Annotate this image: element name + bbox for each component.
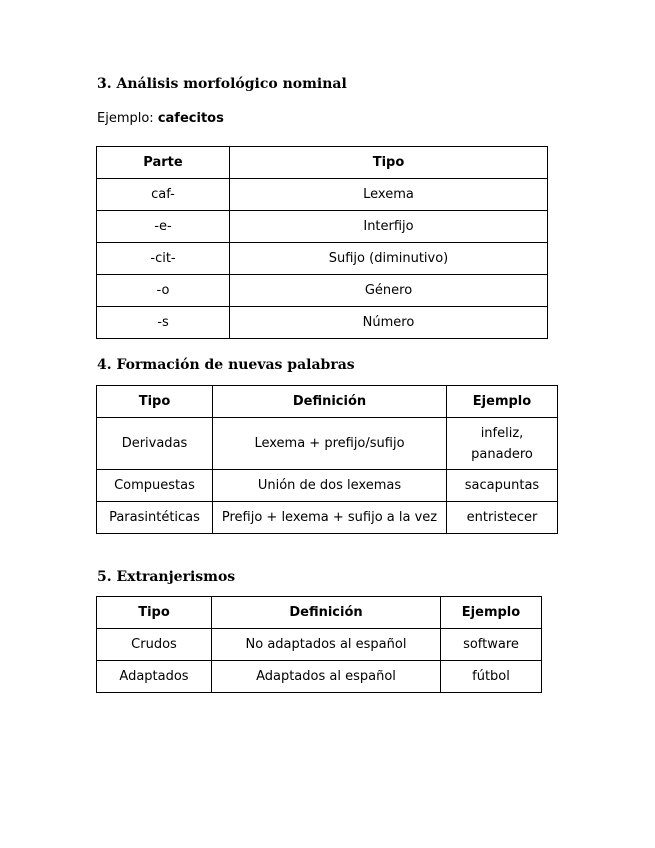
column-header-ejemplo: Ejemplo bbox=[447, 386, 558, 418]
table-cell: Lexema bbox=[230, 179, 548, 211]
table-cell: Crudos bbox=[97, 629, 212, 661]
foreign-words-table bbox=[96, 596, 542, 693]
section-heading-morphological-analysis: 3. Análisis morfológico nominal bbox=[97, 76, 347, 92]
column-header-tipo: Tipo bbox=[97, 597, 212, 629]
example-word: cafecitos bbox=[157, 111, 224, 126]
table-row bbox=[97, 275, 548, 307]
table-cell: Unión de dos lexemas bbox=[213, 470, 447, 502]
table-cell: caf- bbox=[97, 179, 230, 211]
section-heading-foreign-words: 5. Extranjerismos bbox=[97, 569, 236, 585]
example-line-1: infeliz, bbox=[480, 425, 524, 441]
table-row bbox=[97, 418, 558, 470]
table-cell: Derivadas bbox=[97, 418, 213, 470]
section-heading-word-formation: 4. Formación de nuevas palabras bbox=[97, 357, 355, 373]
table-cell: Número bbox=[230, 307, 548, 339]
table-cell: entristecer bbox=[447, 502, 558, 534]
table-cell: Adaptados bbox=[97, 661, 212, 693]
table-cell: Prefijo + lexema + sufijo a la vez bbox=[213, 502, 447, 534]
table-header-row bbox=[97, 147, 548, 179]
column-header-definicion: Definición bbox=[213, 386, 447, 418]
table-cell: Compuestas bbox=[97, 470, 213, 502]
table-cell: -cit- bbox=[97, 243, 230, 275]
table-header-row bbox=[97, 597, 542, 629]
morphology-table bbox=[96, 146, 548, 339]
table-row bbox=[97, 629, 542, 661]
table-row bbox=[97, 243, 548, 275]
table-cell: Género bbox=[230, 275, 548, 307]
table-cell: sacapuntas bbox=[447, 470, 558, 502]
column-header-parte: Parte bbox=[97, 147, 230, 179]
example-label: Ejemplo: bbox=[97, 111, 154, 126]
table-row bbox=[97, 179, 548, 211]
table-header-row bbox=[97, 386, 558, 418]
example-line bbox=[97, 111, 224, 126]
table-cell: No adaptados al español bbox=[212, 629, 441, 661]
table-cell: Lexema + prefijo/sufijo bbox=[213, 418, 447, 470]
table-cell: fútbol bbox=[441, 661, 542, 693]
table-cell: Sufijo (diminutivo) bbox=[230, 243, 548, 275]
example-line-2: panadero bbox=[471, 446, 533, 462]
table-cell: Parasintéticas bbox=[97, 502, 213, 534]
table-row bbox=[97, 470, 558, 502]
table-row bbox=[97, 502, 558, 534]
table-row bbox=[97, 307, 548, 339]
column-header-definicion: Definición bbox=[212, 597, 441, 629]
table-row bbox=[97, 211, 548, 243]
table-cell: Interfijo bbox=[230, 211, 548, 243]
column-header-tipo: Tipo bbox=[230, 147, 548, 179]
word-formation-table bbox=[96, 385, 558, 534]
table-cell: -s bbox=[97, 307, 230, 339]
table-cell: -e- bbox=[97, 211, 230, 243]
table-cell bbox=[447, 418, 558, 470]
table-cell: Adaptados al español bbox=[212, 661, 441, 693]
table-cell: software bbox=[441, 629, 542, 661]
column-header-ejemplo: Ejemplo bbox=[441, 597, 542, 629]
table-cell: -o bbox=[97, 275, 230, 307]
column-header-tipo: Tipo bbox=[97, 386, 213, 418]
table-row bbox=[97, 661, 542, 693]
